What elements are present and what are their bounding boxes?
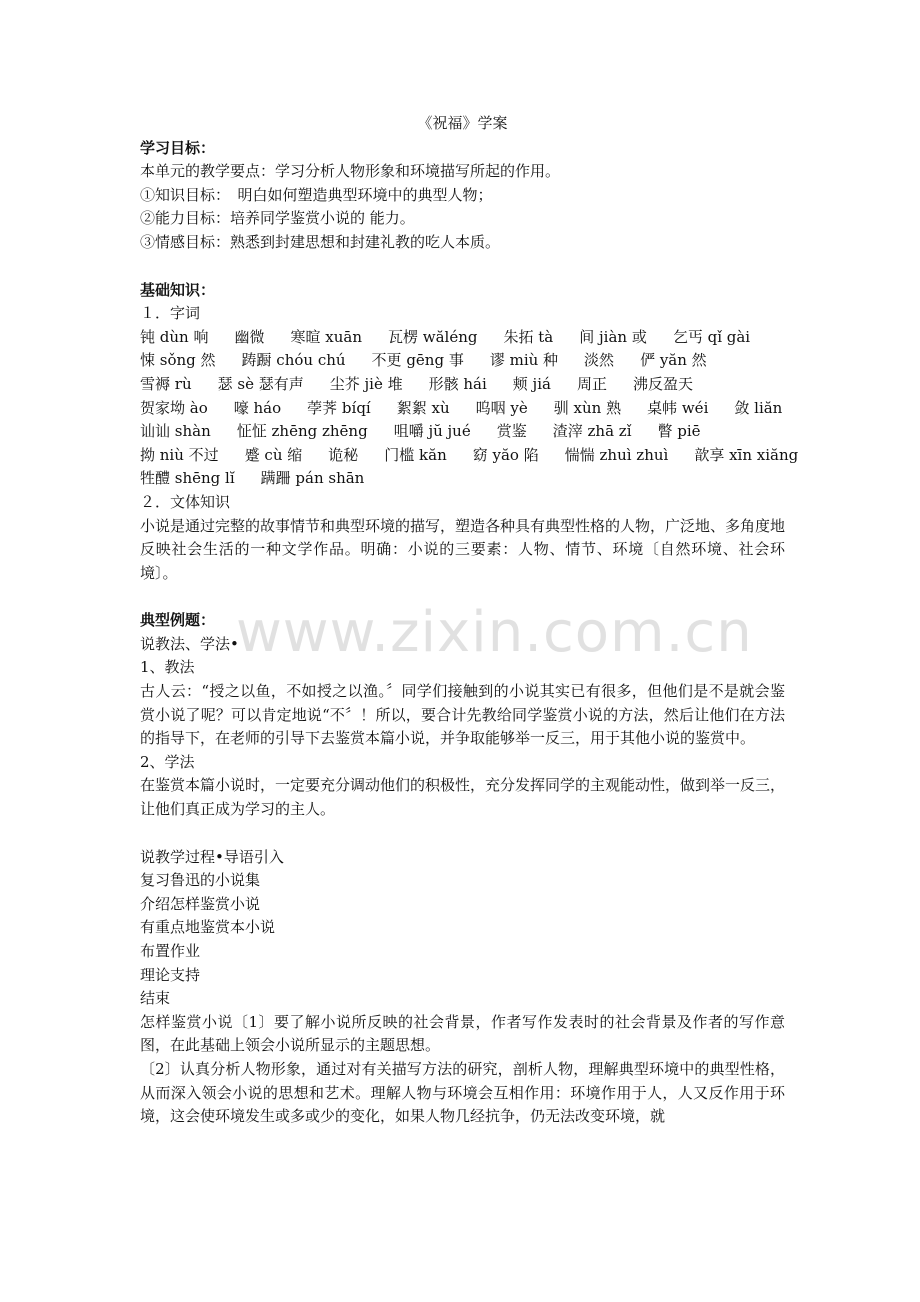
vocab-word: 怔怔 zhēng zhēng (236, 422, 368, 441)
vocab-word: 敛 liăn (734, 398, 783, 417)
vocab-word: 驯 xùn 熟 (553, 398, 622, 417)
process-line: 理论支持 (140, 965, 201, 984)
vocab-word: 周正 (576, 374, 607, 393)
appreciation-paragraph-2: 〔2〕认真分析人物形象，通过对有关描写方法的研究，剖析人物，理解典型环境中的典型性格，从而深入领会小说的思想和艺术。理解人物与环境会互相作用：环境作用于人，人又反作用于环境，这会使环境发生或多或少的变化，如果人物几经抗争，仍无法改变环境，就 (140, 1059, 785, 1126)
vocab-word: 诡秘 (328, 445, 359, 464)
learning-method-paragraph: 在鉴赏本篇小说时，一定要充分调动他们的积极性，充分发挥同学的主观能动性，做到举一反三，让他们真正成为学习的主人。 (140, 776, 786, 819)
process-line: 复习鲁迅的小说集 (140, 871, 261, 890)
goals-line: ②能力目标：培养同学鉴赏小说的 能力。 (140, 209, 415, 228)
vocab-word: 门槛 kăn (384, 445, 447, 464)
examples-line: 说教法、学法• (140, 634, 239, 653)
watermark: www.zixin.com.cn (236, 600, 753, 665)
vocab-word: 幽微 (234, 327, 265, 346)
vocab-word: 寒暄 xuān (290, 327, 362, 346)
vocab-word: 赏鉴 (496, 422, 527, 441)
vocab-word: 贺家坳 ào (140, 398, 208, 417)
vocab-word: 歆享 xīn xiăng (694, 445, 799, 464)
spacer (140, 255, 785, 279)
goals-line: 本单元的教学要点：学习分析人物形象和环境描写所起的作用。 (140, 162, 561, 181)
subheading-genre: ２．文体知识 (140, 492, 231, 511)
vocab-word: 形骸 hái (428, 374, 487, 393)
vocab-word: 钝 dùn 响 (140, 327, 209, 346)
vocab-word: 惴惴 zhuì zhuì (564, 445, 669, 464)
vocab-list (140, 326, 799, 491)
vocab-word: 蹒跚 pán shān (260, 469, 365, 488)
subheading-vocab: １．字词 (140, 304, 201, 323)
vocab-word: 不更 gēng 事 (371, 351, 464, 370)
vocab-word: 牲醴 shēng lĭ (140, 469, 235, 488)
vocab-word: 尘芥 jiè 堆 (329, 374, 403, 393)
spacer (140, 585, 785, 609)
vocab-row (140, 444, 799, 468)
vocab-row (140, 397, 785, 421)
vocab-row (140, 420, 785, 444)
process-line: 布置作业 (140, 942, 201, 960)
vocab-word: 荸荠 bíqí (307, 398, 371, 417)
vocab-word: 乞丐 qǐ gài (672, 327, 751, 346)
vocab-row (140, 373, 785, 397)
process-line: 介绍怎样鉴赏小说 (140, 894, 261, 913)
vocab-word: 悚 sǒng 然 (140, 351, 216, 370)
vocab-word: 颊 jiá (512, 374, 551, 393)
vocab-word: 蹙 cù 缩 (244, 445, 303, 464)
vocab-word: 踌蹰 chóu chú (241, 351, 346, 370)
vocab-word: 窈 yăo 陷 (472, 445, 539, 464)
vocab-word: 瓦楞 wăléng (387, 327, 478, 346)
process-line: 有重点地鉴赏本小说 (140, 918, 276, 937)
vocab-word: 瞥 piē (657, 422, 701, 441)
section-heading-goals: 学习目标： (140, 138, 216, 157)
examples-line: 1、教法 (140, 658, 195, 677)
vocab-word: 咀嚼 jŭ jué (393, 422, 471, 441)
vocab-word: 间 jiàn 或 (579, 327, 647, 346)
vocab-word: 拗 niù 不过 (140, 445, 219, 464)
goals-line: ①知识目标： 明白如何塑造典型环境中的典型人物； (140, 185, 493, 204)
vocab-word: 朱拓 tà (503, 327, 554, 346)
learning-method-heading: 2、学法 (140, 752, 195, 771)
vocab-word: 呜咽 yè (475, 398, 528, 417)
document-page (140, 112, 799, 1129)
process-line: 结束 (140, 989, 171, 1008)
section-heading-basics: 基础知识： (140, 280, 216, 299)
vocab-word: 瑟 sè 瑟有声 (217, 374, 304, 393)
vocab-row (140, 467, 785, 491)
vocab-word: 谬 miù 种 (489, 351, 559, 370)
vocab-row (140, 326, 785, 350)
vocab-word: 淡然 (584, 351, 615, 370)
spacer (140, 822, 785, 846)
vocab-word: 讪讪 shàn (140, 422, 211, 441)
vocab-word: 桌帏 wéi (647, 398, 709, 417)
vocab-word: 俨 yăn 然 (640, 351, 707, 370)
vocab-word: 渣滓 zhā zǐ (552, 422, 632, 441)
section-heading-examples: 典型例题： (140, 611, 216, 630)
teaching-method-paragraph: 古人云：“授之以鱼，不如授之以渔。〞同学们接触到的小说其实已有很多，但他们是不是就会鉴赏小说了呢？可以肯定地说“不〞！所以，要合计先教给同学鉴赏小说的方法，然后让他们在方法的指导下，在老师的引导下去鉴赏本篇小说，并争取能够举一反三，用于其他小说的鉴赏中。 (140, 682, 785, 748)
genre-paragraph: 小说是通过完整的故事情节和典型环境的描写，塑造各种具有典型性格的人物，广泛地、多角度地反映社会生活的一种文学作品。明确：小说的三要素：人物、情节、环境〔自然环境、社会环境〕。 (140, 516, 786, 582)
document-title: 《祝福》学案 (417, 114, 508, 132)
goals-line: ③情感目标：熟悉到封建思想和封建礼教的吃人本质。 (140, 232, 501, 251)
vocab-row (140, 349, 785, 373)
vocab-word: 雪褥 rù (140, 374, 192, 393)
appreciation-paragraph-1: 怎样鉴赏小说〔1〕要了解小说所反映的社会背景，作者写作发表时的社会背景及作者的写作意图，在此基础上领会小说所显示的主题思想。 (140, 1012, 785, 1055)
vocab-word: 嚎 háo (233, 398, 282, 417)
vocab-word: 絮絮 xù (396, 398, 450, 417)
vocab-word: 沸反盈天 (632, 374, 693, 393)
process-line: 说教学过程•导语引入 (140, 847, 284, 866)
